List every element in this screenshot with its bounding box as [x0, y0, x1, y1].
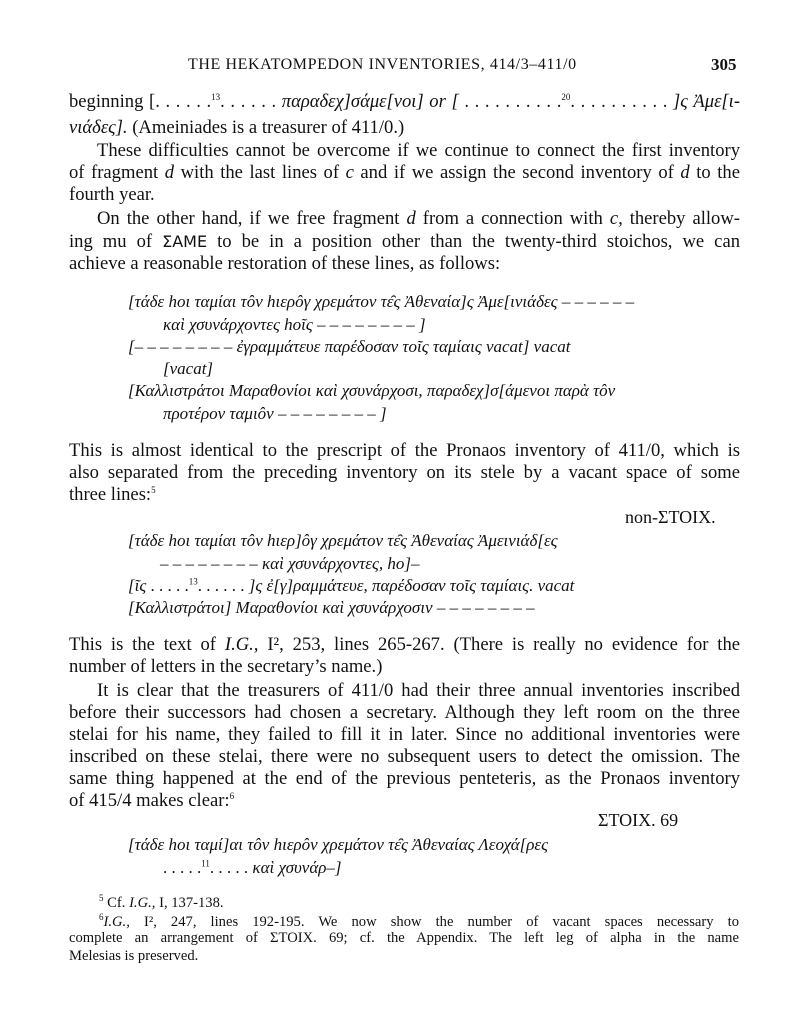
inscription1-line-3: [– – – – – – – – ἐγραμμάτευε παρέδοσαν τοῖς ταμίαις vacat] vacat [128, 337, 571, 356]
inscription2-line-1: [τάδε hοι ταμίαι τôν hιερ]ôγ χρεμάτον τε̑ς Ἀθεναίας Ἀμεινιάδ[ες [128, 531, 558, 550]
p2-line-1: These difficulties cannot be overcome if we continue to connect the first inventory [97, 140, 740, 161]
p1-line-1: beginning [. . . . . .$^{13}$. . . . . . παραδεχ]σάμε[νοι] or [ . . . . . . . . . .$^{20}$. . . . . . . . . . ]ς Ἀμε[ι- [69, 91, 741, 112]
inscription3-label: ΣΤΟΙΧ. 69 [598, 810, 679, 830]
p1-line-2: νιάδες]. (Ameiniades is a treasurer of 411/0.) [69, 117, 405, 138]
footnote-6-line-3: Melesias is preserved. [69, 948, 199, 964]
p5-line-2: number of letters in the secretary’s name.) [69, 656, 383, 677]
footnote-ref-5: 5 [151, 484, 156, 495]
p6-line-1: It is clear that the treasurers of 411/0 had their three annual inventories inscribed [97, 680, 740, 701]
p6-line-6: of 415/4 makes clear:$^6$ [69, 790, 235, 811]
footnote-6-line-1: $^6$I.G., I², 247, lines 192-195. We now show the number of vacant spaces necessary to [99, 912, 739, 930]
inscription2-line-4: [Καλλιστράτοι] Μαραθονίοι καὶ χσυνάρχοσιν – – – – – – – – [128, 598, 535, 617]
p5-line-1: This is the text of I.G., I², 253, lines 265-267. (There is really no evidence for the [69, 634, 741, 655]
p4-line-1: This is almost identical to the prescript of the Pronaos inventory of 411/0, which is [69, 440, 740, 461]
p3-line-3: achieve a reasonable restoration of these lines, as follows: [69, 253, 501, 274]
p2-line-3: fourth year. [69, 184, 155, 205]
p4-line-3: three lines:$^5$ [69, 484, 156, 505]
inscription3-line-2: . . . . .$^{11}$. . . . . καὶ χσυνάρ–] [163, 858, 342, 877]
running-title: THE HEKATOMPEDON INVENTORIES, 414/3–411/0 [188, 56, 577, 73]
footnote-ref-6: 6 [229, 790, 235, 801]
inscription1-line-6: προτέρον ταμιôν – – – – – – – – ] [163, 404, 387, 423]
p3-line-2: ing mu of ΣΑΜΕ to be in a position other than the twenty-third stoichos, we can [69, 231, 740, 252]
p6-line-3: stelai for his name, they failed to fill it in later. Since no additional inventories were [69, 724, 740, 745]
inscription1-line-1: [τάδε hοι ταμίαι τôν hιερôγ χρεμάτον τε̑ς Ἀθεναία]ς Ἀμε[ινιάδες – – – – – – [128, 292, 635, 311]
p6-line-2: before their successors had chosen a secretary. Although they left room on the three [69, 702, 740, 723]
footnote-5: $^5$ Cf. I.G., I, 137-138. [99, 893, 224, 911]
inscription3-line-1: [τάδε hοι ταμί]αι τôν hιερôν χρεμάτον τε̑ς Ἀθεναίας Λεοχά[ρες [128, 835, 549, 854]
inscription2-line-2: – – – – – – – – καὶ χσυνάρχοντες, hο]– [160, 554, 420, 573]
page-number: 305 [711, 55, 737, 74]
inscription2-label: non-ΣΤΟΙΧ. [625, 507, 716, 527]
p3-line-1: On the other hand, if we free fragment d from a connection with c, thereby allow- [97, 208, 740, 229]
inscription1-line-4: [vacat] [163, 359, 214, 378]
footnote-6-line-2: complete an arrangement of ΣΤΟΙΧ. 69; cf. the Appendix. The left leg of alpha in the name [69, 930, 739, 946]
inscription2-line-3: [ῖς . . . . .$^{13}$. . . . . . ]ς ἐ[γ]ραμμάτευε, παρέδοσαν τοῖς ταμίαις. vacat [128, 576, 575, 595]
p4-line-2: also separated from the preceding inventory on its stele by a vacant space of some [69, 462, 740, 483]
running-header [0, 54, 805, 78]
p2-line-2: of fragment d with the last lines of c and if we assign the second inventory of d to the [69, 162, 740, 183]
p6-line-4: inscribed on these stelai, there were no subsequent users to detect the omission. The [69, 746, 740, 767]
inscription1-line-5: [Καλλιστράτοι Μαραθονίοι καὶ χσυνάρχοσι, παραδεχ]σ[άμενοι παρὰ τôν [128, 381, 616, 400]
inscription1-line-2: καὶ χσυνάρχοντες hοῖς – – – – – – – – ] [163, 315, 426, 334]
p6-line-5: same thing happened at the end of the previous penteteris, as the Pronaos inventory [69, 768, 740, 789]
